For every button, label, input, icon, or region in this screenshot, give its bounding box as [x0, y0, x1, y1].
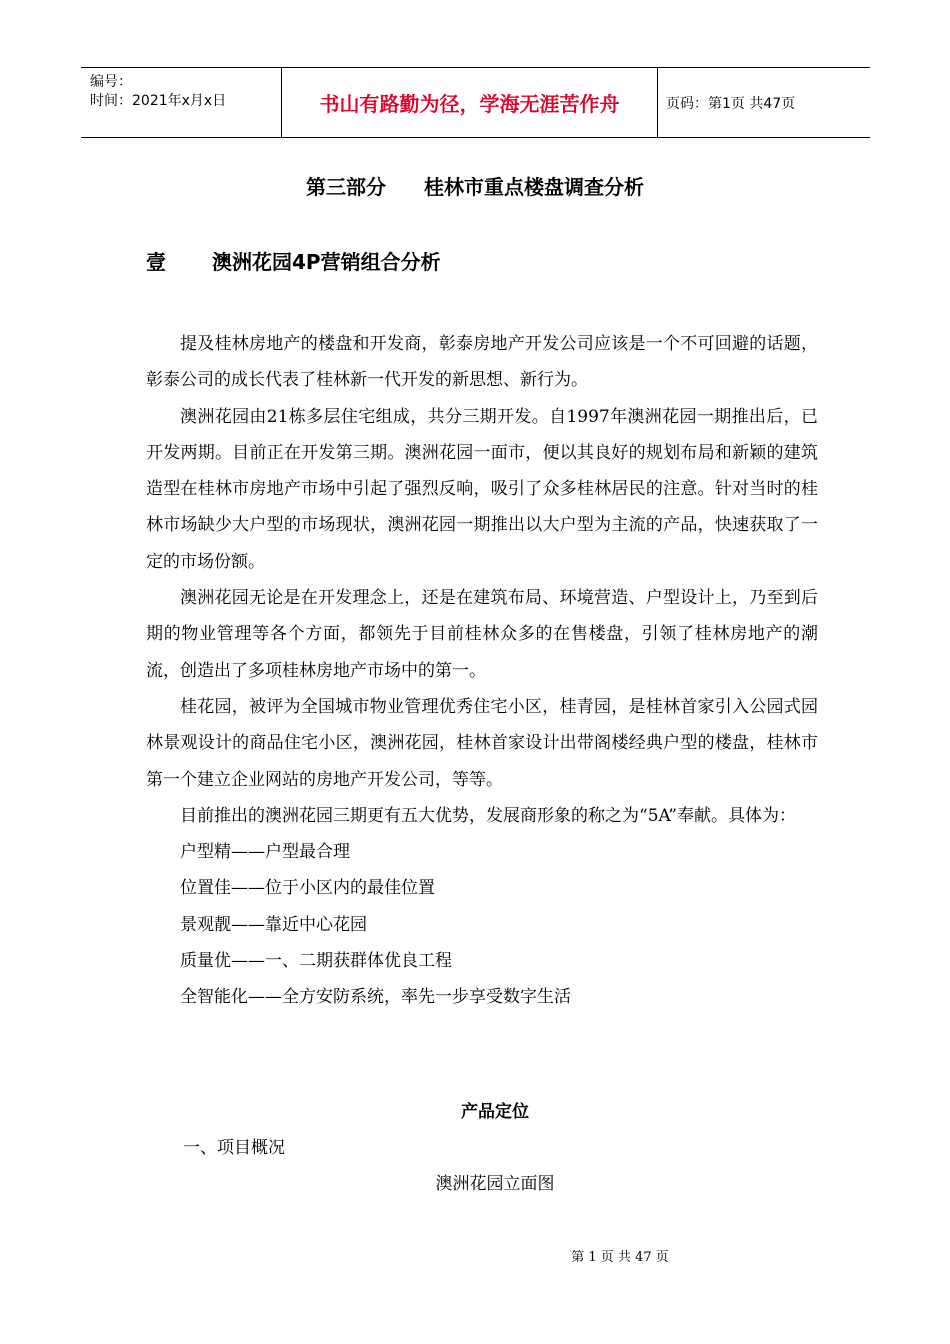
section-heading: [146, 246, 441, 275]
header-table: [81, 67, 870, 138]
advantage-item: 户型精——户型最合理: [180, 842, 350, 863]
paragraph: 提及桂林房地产的楼盘和开发商，彰泰房地产开发公司应该是一个不可回避的话题，彰泰公司的成长代表了桂林新一代开发的新思想、新行为。: [146, 334, 818, 391]
page-info: 页码：第1页 共47页: [666, 95, 796, 112]
section-number: 壹: [146, 250, 166, 274]
body-text: [146, 326, 818, 1016]
motto-text: 书山有路勤为径，学海无涯苦作舟: [319, 92, 620, 116]
advantage-item: 全智能化——全方安防系统，率先一步享受数字生活: [180, 987, 571, 1008]
paragraph: 澳洲花园由21栋多层住宅组成，共分三期开发。自1997年澳洲花园一期推出后，已开发两期。目前正在开发第三期。澳洲花园一面市，便以其良好的规划布局和新颖的建筑造型在桂林市房地产市场中引起了强烈反响，吸引了众多桂林居民的注意。针对当时的桂林市场缺少大户型的市场现状，澳洲花园一期推出以大户型为主流的产品，快速获取了一定的市场份额。: [146, 406, 818, 572]
time-label: 时间：2021年x月x日: [90, 93, 227, 109]
advantage-item: 质量优——一、二期获群体优良工程: [180, 951, 452, 972]
paragraph: 桂花园，被评为全国城市物业管理优秀住宅小区，桂青园，是桂林首家引入公园式园林景观设计的商品住宅小区，澳洲花园，桂林首家设计出带阁楼经典户型的楼盘，桂林市第一个建立企业网站的房地产开发公司，等等。: [146, 696, 818, 790]
outline-item: 一、项目概况: [183, 1138, 285, 1158]
advantage-item: 位置佳——位于小区内的最佳位置: [180, 878, 435, 899]
paragraph: 目前推出的澳洲花园三期更有五大优势，发展商形象的称之为“5A”奉献。具体为：: [180, 805, 796, 826]
paragraph: 澳洲花园无论是在开发理念上，还是在建筑布局、环境营造、户型设计上，乃至到后期的物业管理等各个方面，都领先于目前桂林众多的在售楼盘，引领了桂林房地产的潮流，创造出了多项桂林房地产市场中的第一。: [146, 588, 818, 681]
page-footer: 第 1 页 共 47 页: [571, 1250, 669, 1265]
advantage-item: 景观靓——靠近中心花园: [180, 914, 367, 935]
title-name: 桂林市重点楼盘调查分析: [424, 175, 644, 199]
header-meta-cell: [81, 68, 281, 137]
header-motto-cell: [281, 68, 658, 137]
page-title: [0, 171, 950, 200]
subheading: 产品定位: [461, 1102, 529, 1122]
number-label: 编号：: [90, 74, 132, 90]
figure-caption: 澳洲花园立面图: [435, 1174, 555, 1194]
section-name: 澳洲花园4P营销组合分析: [212, 250, 441, 274]
title-part: 第三部分: [306, 175, 386, 199]
